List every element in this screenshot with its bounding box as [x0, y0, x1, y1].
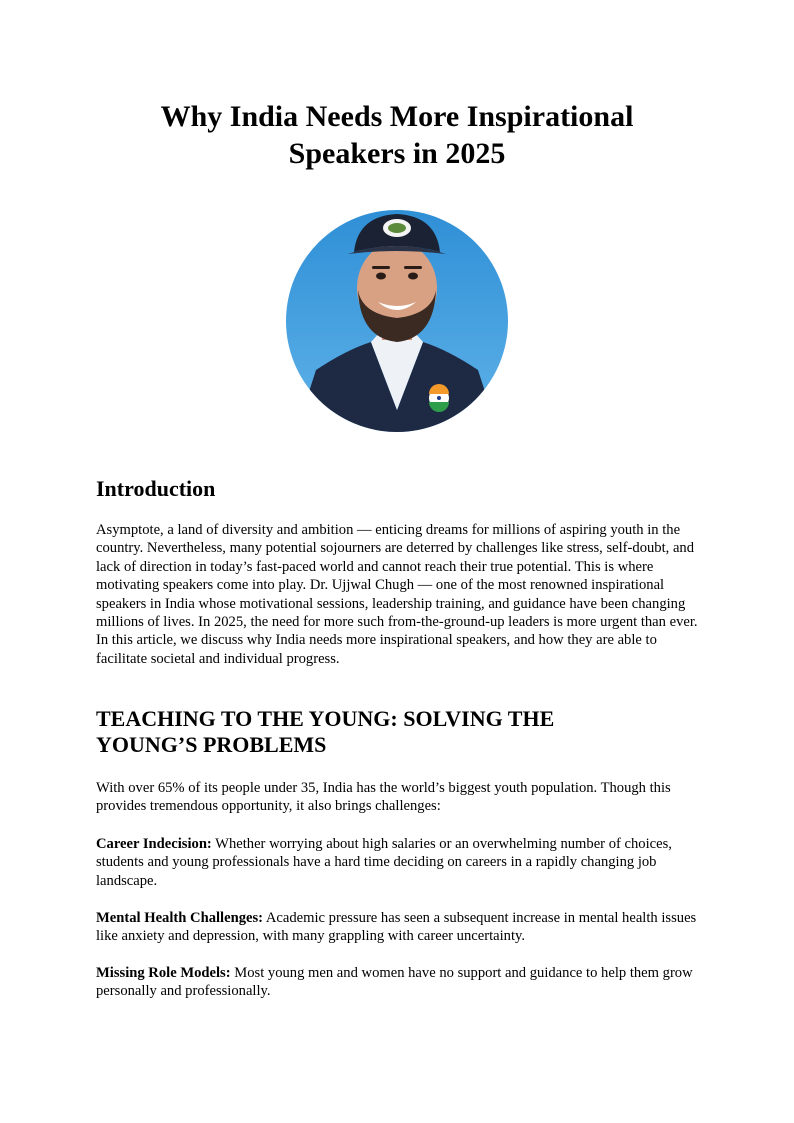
section-heading-line-1: TEACHING TO THE YOUNG: SOLVING THE — [96, 706, 555, 731]
introduction-heading: Introduction — [96, 476, 216, 501]
article-title — [0, 98, 794, 172]
point-mental-health — [96, 909, 706, 946]
point-text: Whether worrying about high salaries or an overwhelming number of choices, students and young professionals have a hard time deciding on careers in a rapidly changing job landscape. — [96, 836, 672, 889]
point-role-models — [96, 964, 706, 1001]
youth-paragraph: With over 65% of its people under 35, India has the world’s biggest youth population. Though this provides tremendous opportunity, it also brings challenges: — [96, 780, 671, 815]
introduction-paragraph: Asymptote, a land of diversity and ambition — enticing dreams for millions of aspiring youth in the country. Nevertheless, many potential sojourners are deterred by challenges like stress, self-doubt, and lack of direction in today’s fast-paced world and cannot reach their true potential. This is where motivating speakers come into play. Dr. Ujjwal Chugh — one of the most renowned inspirational speakers in India whose motivational sessions, leadership training, and guidance have been changing millions of lives. In 2025, the need for more such from-the-ground-up leaders is more urgent than ever. In this article, we discuss why India needs more inspirational speakers, and how they are able to facilitate societal and individual progress. — [96, 522, 698, 667]
point-text: Academic pressure has seen a subsequent increase in mental health issues like anxiety and depression, with many grappling with career uncertainty. — [96, 910, 697, 945]
title-line-1: Why India Needs More Inspirational — [160, 100, 634, 133]
section-heading-line-2: YOUNG’S PROBLEMS — [96, 732, 327, 757]
point-label: Mental Health Challenges: — [96, 910, 264, 926]
title-line-2: Speakers in 2025 — [288, 137, 506, 170]
speaker-portrait — [286, 210, 508, 432]
point-label: Career Indecision: — [96, 836, 212, 852]
point-label: Missing Role Models: — [96, 965, 231, 981]
point-text: Most young men and women have no support and guidance to help them grow personally and professionally. — [96, 965, 693, 1000]
point-career-indecision — [96, 835, 706, 890]
speaker-portrait-image — [286, 210, 508, 432]
section-heading — [96, 706, 696, 758]
